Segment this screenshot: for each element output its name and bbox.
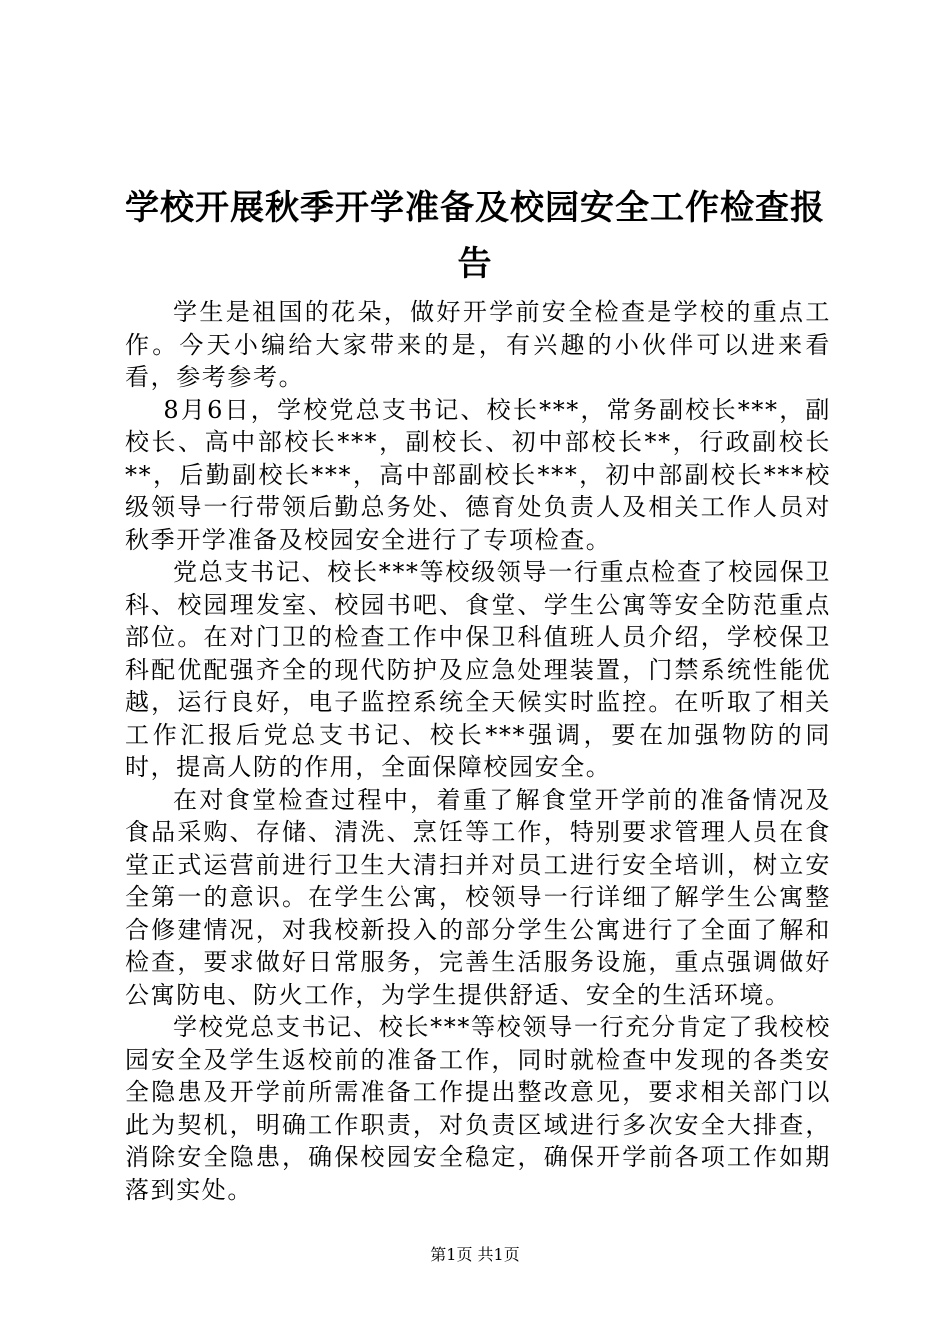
document-body [125, 296, 831, 1206]
paragraph-security-check: 党总支书记、校长***等校级领导一行重点检查了校园保卫科、校园理发室、校园书吧、食堂、学生公寓等安全防范重点部位。在对门卫的检查工作中保卫科值班人员介绍，学校保卫科配优配强齐全的现代防护及应急处理装置，门禁系统性能优越，运行良好，电子监控系统全天候实时监控。在听取了相关工作汇报后党总支书记、校长***强调，要在加强物防的同时，提高人防的作用，全面保障校园安全。 [125, 558, 831, 781]
paragraph-canteen-dorm: 在对食堂检查过程中，着重了解食堂开学前的准备情况及食品采购、存储、清洗、烹饪等工作，特别要求管理人员在食堂正式运营前进行卫生大清扫并对员工进行安全培训，树立安全第一的意识。在学生公寓，校领导一行详细了解学生公寓整合修建情况，对我校新投入的部分学生公寓进行了全面了解和检查，要求做好日常服务，完善生活服务设施，重点强调做好公寓防电、防火工作，为学生提供舒适、安全的生活环境。 [125, 785, 831, 1009]
paragraph-intro: 学生是祖国的花朵，做好开学前安全检查是学校的重点工作。今天小编给大家带来的是，有兴趣的小伙伴可以进来看看，参考参考。 [125, 298, 831, 391]
paragraph-inspection-date: 8月6日，学校党总支书记、校长***，常务副校长***，副校长、高中部校长***，副校长、初中部校长**，行政副校长**，后勤副校长***，高中部副校长***，初中部副校长***校级领导一行带领后勤总务处、德育处负责人及相关工作人员对秋季开学准备及校园安全进行了专项检查。 [125, 395, 831, 554]
document-title: 学校开展秋季开学准备及校园安全工作检查报告 [125, 188, 825, 284]
page-number-footer: 第1页 共1页 [430, 1245, 520, 1264]
paragraph-conclusion: 学校党总支书记、校长***等校领导一行充分肯定了我校校园安全及学生返校前的准备工作，同时就检查中发现的各类安全隐患及开学前所需准备工作提出整改意见，要求相关部门以此为契机，明确工作职责，对负责区域进行多次安全大排查，消除安全隐患，确保校园安全稳定，确保开学前各项工作如期落到实处。 [125, 1013, 831, 1204]
